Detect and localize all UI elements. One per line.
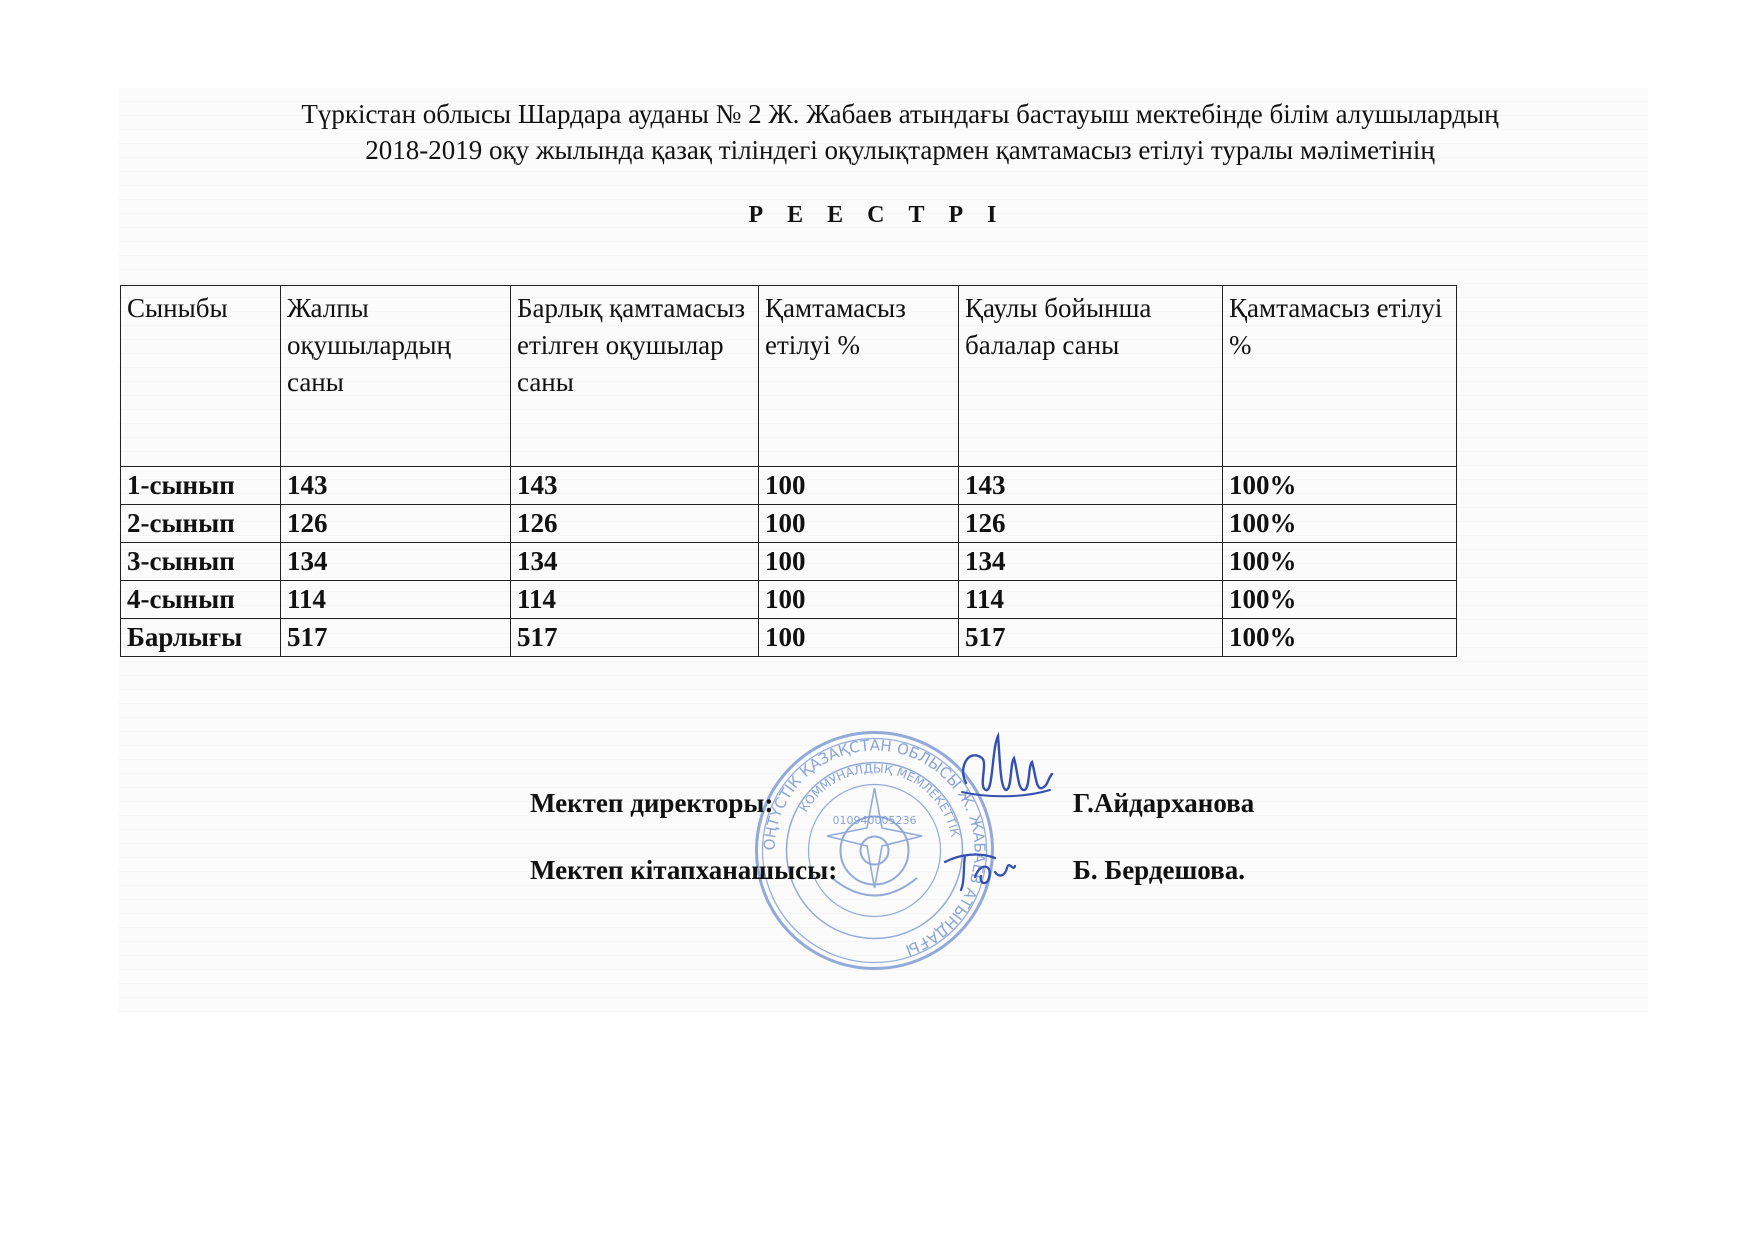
librarian-signature <box>935 832 1025 902</box>
header-class: Сыныбы <box>121 286 281 467</box>
header-provision-percent-2: Қамтамасыз етілуі % <box>1223 286 1457 467</box>
seal-inner-text: КОММУНАЛДЫҚ МЕМЛЕКЕТТІК <box>796 761 963 839</box>
cell-decree: 134 <box>959 543 1223 581</box>
director-name: Г.Айдарханова <box>1073 788 1255 818</box>
cell-class: 3-сынып <box>121 543 281 581</box>
registry-table <box>120 285 1457 657</box>
cell-percent-2: 100% <box>1223 619 1457 657</box>
cell-class: 1-сынып <box>121 467 281 505</box>
cell-provided: 143 <box>511 467 759 505</box>
table-header-row <box>121 286 1457 467</box>
cell-total: 517 <box>281 619 511 657</box>
seal-outer-text: ОҢТҮСТІК ҚАЗАҚСТАН ОБЛЫСЫ Ж. ЖАБАЕВ АТЫНДАҒЫ <box>760 736 989 960</box>
librarian-name: Б. Бердешова. <box>1073 855 1245 885</box>
director-signature <box>948 728 1058 823</box>
cell-class: Барлығы <box>121 619 281 657</box>
cell-percent: 100 <box>759 505 959 543</box>
cell-decree: 114 <box>959 581 1223 619</box>
cell-percent: 100 <box>759 619 959 657</box>
cell-percent: 100 <box>759 543 959 581</box>
director-label: Мектеп директоры: <box>530 788 774 818</box>
header-children-by-decree: Қаулы бойынша балалар саны <box>959 286 1223 467</box>
table-row <box>121 543 1457 581</box>
cell-percent: 100 <box>759 467 959 505</box>
cell-decree: 517 <box>959 619 1223 657</box>
cell-percent: 100 <box>759 581 959 619</box>
cell-total: 114 <box>281 581 511 619</box>
table-row <box>121 581 1457 619</box>
cell-total: 134 <box>281 543 511 581</box>
table-row-total <box>121 619 1457 657</box>
cell-class: 2-сынып <box>121 505 281 543</box>
cell-provided: 114 <box>511 581 759 619</box>
librarian-label: Мектеп кітапханашысы: <box>530 855 838 885</box>
header-provided-students: Барлық қамтамасыз етілген оқушылар саны <box>511 286 759 467</box>
cell-percent-2: 100% <box>1223 543 1457 581</box>
registry-heading: Р Е Е С Т Р І <box>748 202 1006 228</box>
title-line-1: Түркістан облысы Шардара ауданы № 2 Ж. Жабаев атындағы бастауыш мектебінде білім алушылардың <box>301 99 1499 129</box>
cell-provided: 126 <box>511 505 759 543</box>
cell-total: 143 <box>281 467 511 505</box>
cell-decree: 126 <box>959 505 1223 543</box>
cell-total: 126 <box>281 505 511 543</box>
table-row <box>121 467 1457 505</box>
cell-decree: 143 <box>959 467 1223 505</box>
cell-percent-2: 100% <box>1223 467 1457 505</box>
cell-provided: 517 <box>511 619 759 657</box>
cell-percent-2: 100% <box>1223 505 1457 543</box>
seal-number: 010940005236 <box>832 814 917 827</box>
cell-provided: 134 <box>511 543 759 581</box>
cell-percent-2: 100% <box>1223 581 1457 619</box>
table-row <box>121 505 1457 543</box>
header-total-students: Жалпы оқушылардың саны <box>281 286 511 467</box>
title-line-2: 2018-2019 оқу жылында қазақ тіліндегі оқулықтармен қамтамасыз етілуі туралы мәліметінің <box>365 135 1435 165</box>
header-provision-percent: Қамтамасыз етілуі % <box>759 286 959 467</box>
cell-class: 4-сынып <box>121 581 281 619</box>
document-title <box>150 96 1650 168</box>
